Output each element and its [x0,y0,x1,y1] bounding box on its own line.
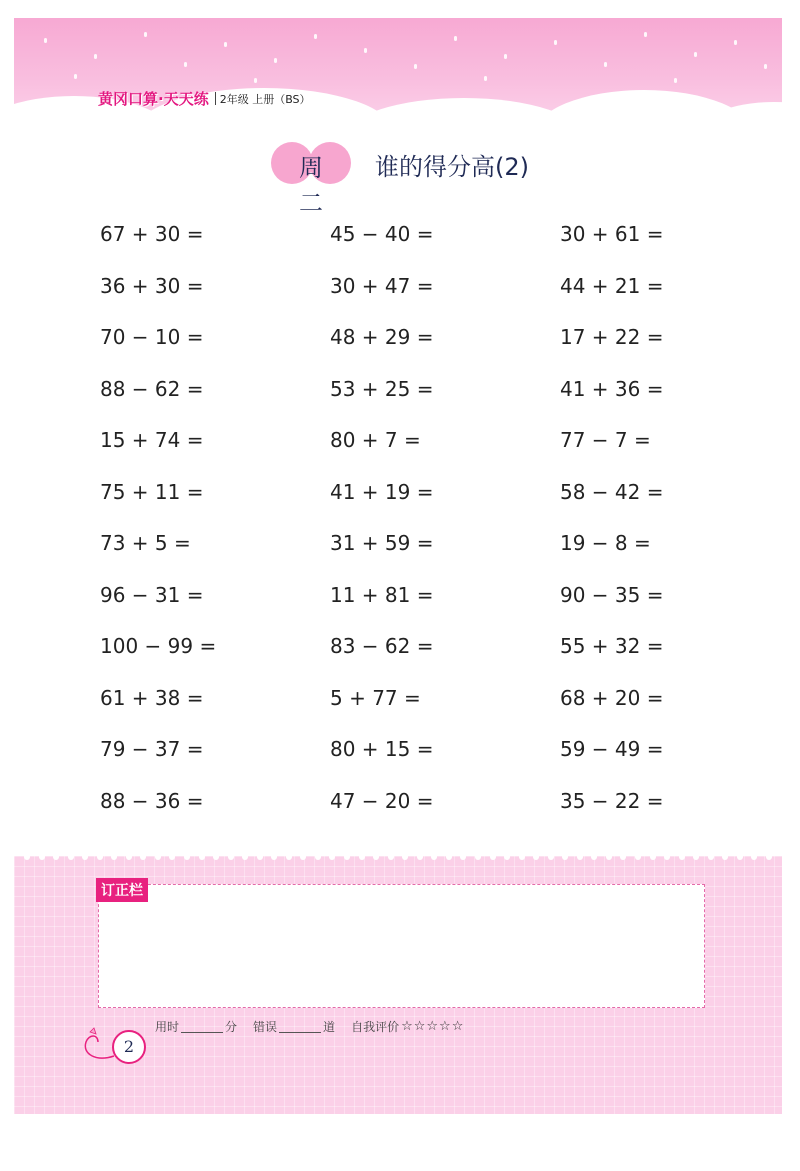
problem-item: 45 − 40 = [330,222,434,246]
problem-item: 58 − 42 = [560,480,664,504]
problem-item: 80 + 7 = [330,428,421,452]
footer-stats [155,1018,464,1035]
problem-item: 41 + 36 = [560,377,664,401]
problem-item: 31 + 59 = [330,531,434,555]
time-unit: 分 [225,1020,238,1034]
problem-item: 41 + 19 = [330,480,434,504]
day-badge [271,142,351,217]
problem-item: 68 + 20 = [560,686,664,710]
brand-header [98,88,311,109]
problem-item: 100 − 99 = [100,634,217,658]
problem-item: 44 + 21 = [560,274,664,298]
errors-label: 错误 [253,1020,278,1034]
problem-item: 55 + 32 = [560,634,664,658]
problem-item: 5 + 77 = [330,686,421,710]
page-title [0,142,800,217]
problem-item: 61 + 38 = [100,686,204,710]
problem-item: 48 + 29 = [330,325,434,349]
correction-label: 订正栏 [96,878,148,902]
brand-logo: 黄冈口算·天天练 [98,90,209,108]
problem-item: 77 − 7 = [560,428,651,452]
problem-item: 83 − 62 = [330,634,434,658]
problem-item: 15 + 74 = [100,428,204,452]
problem-item: 30 + 47 = [330,274,434,298]
header-banner [14,18,782,128]
problem-item: 36 + 30 = [100,274,204,298]
self-eval-label: 自我评价 [351,1020,400,1034]
page-number: 2 [112,1030,146,1064]
problem-item: 59 − 49 = [560,737,664,761]
problem-item: 79 − 37 = [100,737,204,761]
problem-item: 90 − 35 = [560,583,664,607]
page-number-badge [76,1026,166,1066]
day-label: 周二 [299,154,335,217]
lesson-title: 谁的得分高(2) [375,152,529,181]
star-rating[interactable]: ☆☆☆☆☆ [401,1019,465,1034]
problem-item: 88 − 36 = [100,789,204,813]
correction-box[interactable] [98,884,705,1008]
problem-item: 17 + 22 = [560,325,664,349]
errors-blank[interactable] [279,1020,321,1033]
problem-item: 75 + 11 = [100,480,204,504]
problem-item: 47 − 20 = [330,789,434,813]
grade-label: 2年级 上册（BS） [219,92,311,106]
time-label: 用时 [155,1020,180,1034]
problem-item: 11 + 81 = [330,583,434,607]
problem-item: 96 − 31 = [100,583,204,607]
problem-item: 67 + 30 = [100,222,204,246]
problem-item: 73 + 5 = [100,531,191,555]
problem-item: 30 + 61 = [560,222,664,246]
errors-unit: 道 [323,1020,336,1034]
problem-item: 70 − 10 = [100,325,204,349]
time-blank[interactable] [181,1020,223,1033]
problem-item: 80 + 15 = [330,737,434,761]
problem-item: 19 − 8 = [560,531,651,555]
brand-divider [215,92,216,105]
problem-item: 35 − 22 = [560,789,664,813]
problem-item: 88 − 62 = [100,377,204,401]
problem-item: 53 + 25 = [330,377,434,401]
